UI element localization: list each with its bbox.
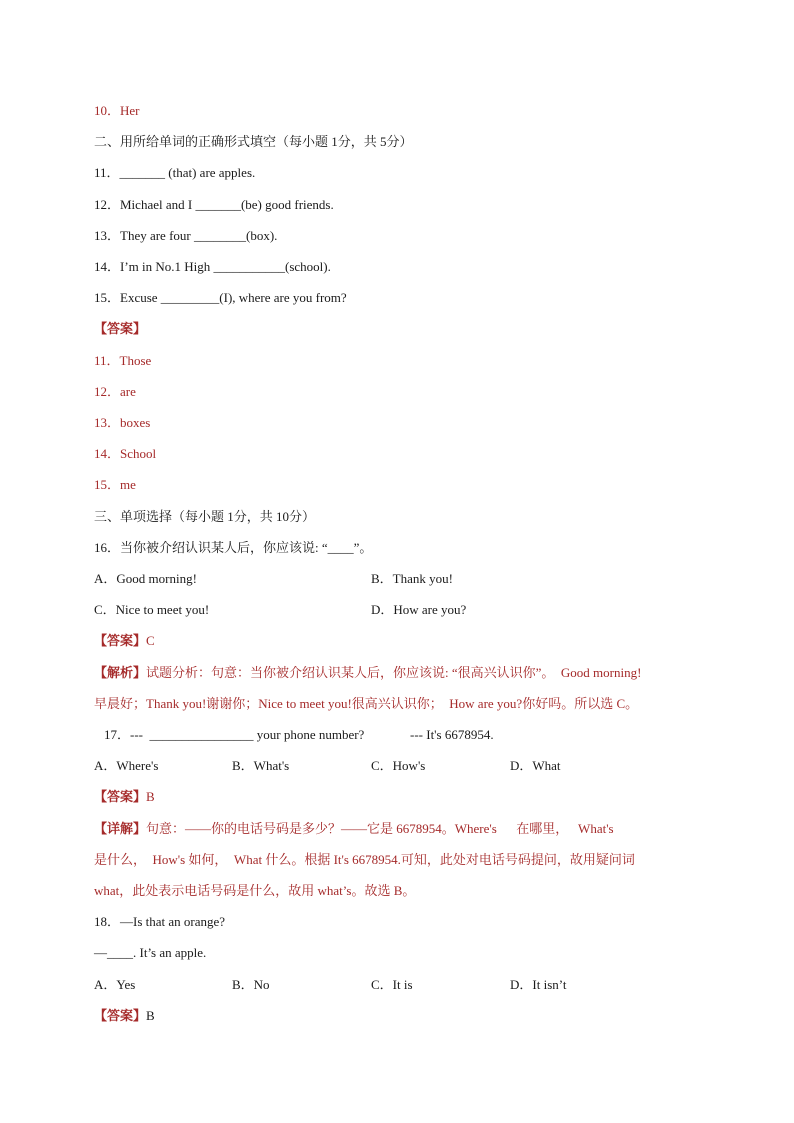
q18-option-a: A．Yes — [94, 977, 136, 992]
q16-option-a: A．Good morning! — [94, 571, 197, 586]
q16-analysis-line-1 — [94, 664, 641, 682]
question-18-stem-2: —____. It’s an apple. — [94, 945, 207, 960]
detail-text: 句意：——你的电话号码是多少？——它是 6678954。Where's 在哪里， What's — [146, 821, 614, 836]
answer-10: 10．Her — [94, 103, 140, 118]
answer-label: 【答案】 — [94, 321, 147, 336]
q18-option-d: D．It isn’t — [510, 977, 567, 992]
q18-option-b: B．No — [232, 977, 270, 992]
q16-option-b: B．Thank you! — [371, 571, 453, 586]
question-18-stem-1: 18．—Is that an orange? — [94, 914, 226, 929]
q18-answer — [94, 1007, 155, 1025]
answer-label: 【答案】 — [94, 1008, 147, 1023]
question-14: 14．I’m in No.1 High ___________(school). — [94, 259, 331, 274]
q17-option-c: C．How's — [371, 758, 426, 773]
q17-detail-line-2: 是什么， How's 如何， What 什么。根据 It's 6678954.可知，此处对电话号码提问，故用疑问词 — [94, 852, 635, 867]
question-12: 12．Michael and I _______(be) good friends. — [94, 197, 334, 212]
question-15: 15．Excuse _________(I), where are you from? — [94, 290, 347, 305]
answer-11: 11．Those — [94, 353, 152, 368]
answer-label: 【答案】 — [94, 789, 147, 804]
detail-label: 【详解】 — [94, 821, 147, 836]
answer-value: C — [146, 633, 155, 648]
analysis-text: 试题分析：句意：当你被介绍认识某人后，你应该说: “很高兴认识你”。 Good morning! — [146, 665, 642, 680]
q16-analysis-line-2: 早晨好；Thank you!谢谢你；Nice to meet you!很高兴认识你； How are you?你好吗。所以选 C。 — [94, 696, 639, 711]
q18-option-c: C．It is — [371, 977, 413, 992]
question-16-stem: 16．当你被介绍认识某人后，你应该说: “____”。 — [94, 540, 373, 555]
q16-answer — [94, 632, 155, 650]
section-2-heading: 二、用所给单词的正确形式填空（每小题 1分，共 5分） — [94, 134, 413, 149]
q17-detail-line-3: what，此处表示电话号码是什么，故用 what’s。故选 B。 — [94, 883, 416, 898]
q16-option-c: C．Nice to meet you! — [94, 602, 210, 617]
answer-value: B — [146, 789, 155, 804]
q17-option-b: B．What's — [232, 758, 290, 773]
q17-option-a: A．Where's — [94, 758, 159, 773]
question-17-reply: --- It's 6678954. — [410, 727, 494, 742]
q16-option-d: D．How are you? — [371, 602, 467, 617]
question-17-stem: 17．--- ________________ your phone number? — [104, 727, 365, 742]
q17-answer — [94, 788, 155, 806]
question-13: 13．They are four ________(box). — [94, 228, 278, 243]
answer-label: 【答案】 — [94, 633, 147, 648]
answer-12: 12．are — [94, 384, 136, 399]
answer-value: B — [146, 1008, 155, 1023]
q17-detail-line-1 — [94, 820, 614, 838]
answer-13: 13．boxes — [94, 415, 151, 430]
analysis-label: 【解析】 — [94, 665, 147, 680]
answer-15: 15．me — [94, 477, 136, 492]
answer-14: 14．School — [94, 446, 157, 461]
q17-option-d: D．What — [510, 758, 561, 773]
question-11: 11．_______ (that) are apples. — [94, 165, 256, 180]
section-3-heading: 三、单项选择（每小题 1分，共 10分） — [94, 509, 316, 524]
